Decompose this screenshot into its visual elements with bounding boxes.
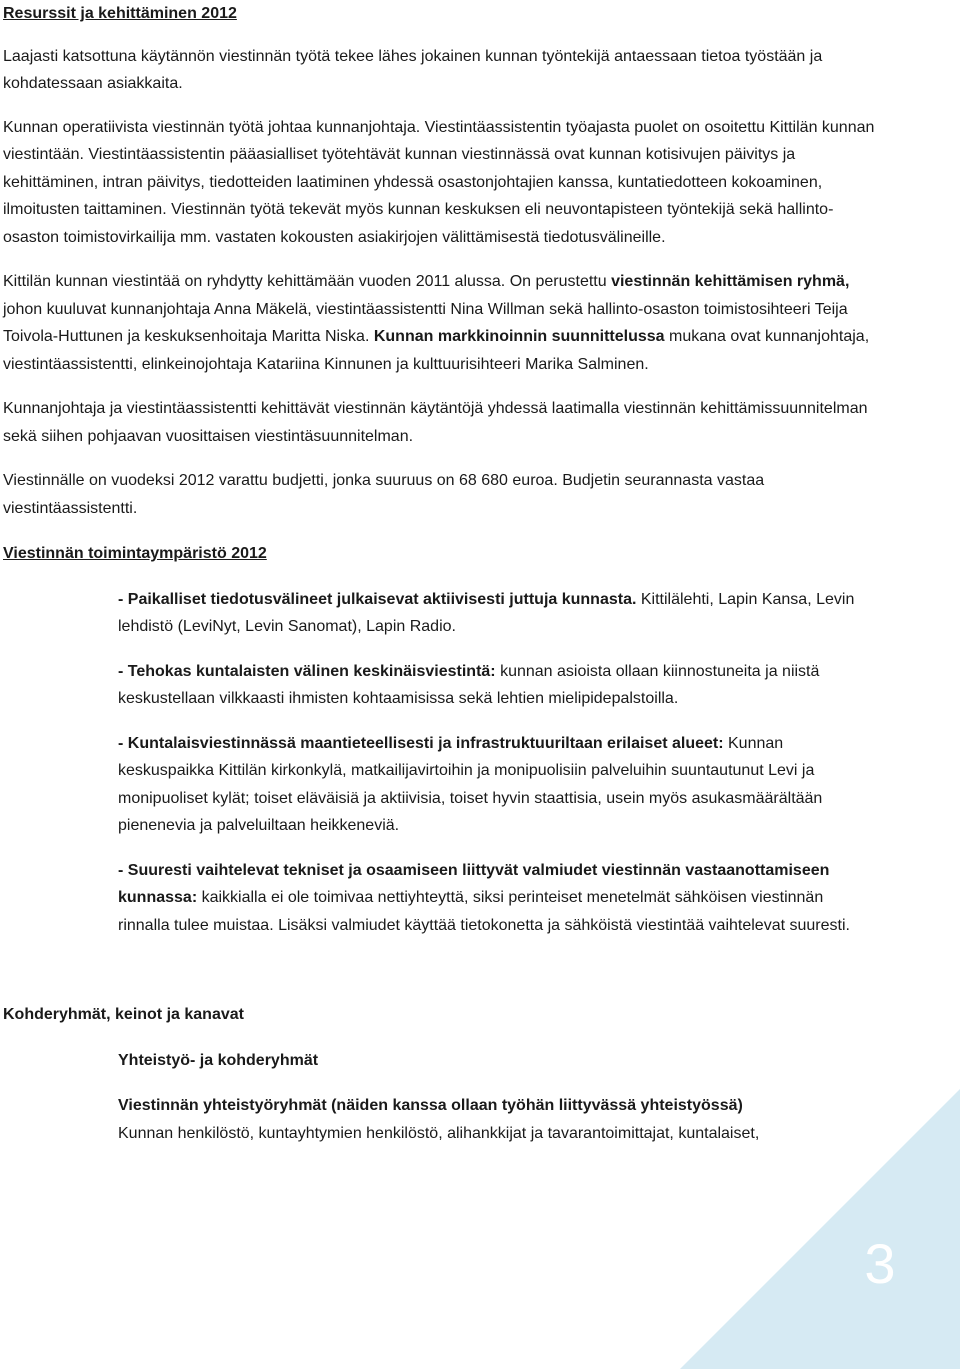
text-segment: mukana ovat kunnanjohtaja, viestintäassistentti, elinkeinojohtaja Katariina Kinnunen ja kulttuurisihteeri Marika Salminen.	[3, 328, 870, 373]
list-item	[118, 658, 868, 713]
page-number: 3	[864, 1232, 896, 1295]
list-item	[118, 857, 868, 940]
list-item-text: Kittilälehti, Lapin Kansa, Levin lehdistö (LeviNyt, Levin Sanomat), Lapin Radio.	[118, 590, 855, 635]
heading-target-groups: Kohderyhmät, keinot ja kanavat	[3, 1006, 244, 1023]
paragraph-operative: Kunnan operatiivista viestinnän työtä johtaa kunnanjohtaja. Viestintäassistentin työajasta puolet on osoitettu Kittilän kunnan viestintään. Viestintäassistentin pääasialliset työtehtävät kunnan viestinnässä ovat kunnan kotisivujen päivitys ja kehittäminen, intran päivitys, tiedotteiden laatiminen yhdessä osastonjohtajien kanssa, kuntatiedotteen kokoaminen, ilmoitusten taittaminen. Viestinnän työtä tekevät myös kunnan keskuksen eli neuvontapisteen työntekijä sekä hallinto-osaston toimistovirkailija mm. vastaten kokousten asiakirjojen välittämisestä tiedotusvälineille.	[3, 118, 875, 246]
list-item-title: - Suuresti vaihtelevat tekniset ja osaamiseen liittyvät valmiudet viestinnän vastaanottamiseen kunnassa:	[118, 861, 830, 906]
paragraph-intro: Laajasti katsottuna käytännön viestinnän työtä tekee lähes jokainen kunnan työntekijä antaessaan tietoa työstään ja kohdatessaan asiakkaita.	[3, 47, 823, 92]
list-item-title: - Kuntalaisviestinnässä maantieteellisesti ja infrastruktuuriltaan erilaiset alueet:	[118, 734, 724, 752]
list-item-text: Kunnan keskuspaikka Kittilän kirkonkylä, matkailijavirtoihin ja monipuolisiin palveluihin suuntautunut Levi ja monipuoliset kylät; toiset eläväisiä ja aktiivisia, toiset hyvin staattisia, usein myös asukasmäärältään pienenevia ja palveluiltaan heikkeneviä.	[118, 734, 823, 834]
heading-resources: Resurssit ja kehittäminen 2012	[3, 5, 237, 22]
paragraph-budget: Viestinnälle on vuodeksi 2012 varattu budjetti, jonka suuruus on 68 680 euroa. Budjetin seurannasta vastaa viestintäassistentti.	[3, 472, 765, 517]
list-item	[118, 586, 868, 641]
list-item-text: kaikkialla ei ole toimivaa nettiyhteyttä, siksi perinteiset menetelmät sähköisen viestinnän rinnalla tulee muistaa. Lisäksi valmiudet käyttää tietokonetta ja sähköistä viestintää vaihtelevat suuresti.	[118, 889, 850, 934]
document-body	[3, 0, 883, 1147]
heading-environment: Viestinnän toimintaympäristö 2012	[3, 545, 267, 562]
text-segment: johon kuuluvat kunnanjohtaja Anna Mäkelä, viestintäassistentti Nina Willman sekä hallinto-osaston toimistosihteeri Teija Toivola-Huttunen ja keskuksenhoitaja Maritta Niska.	[3, 300, 848, 345]
subheading-cooperation: Yhteistyö- ja kohderyhmät	[118, 1051, 319, 1069]
text-bold-marketing: Kunnan markkinoinnin suunnittelussa	[373, 328, 665, 345]
list-item	[118, 730, 868, 840]
paragraph-development-group	[3, 268, 883, 378]
text-bold-group: viestinnän kehittämisen ryhmä,	[611, 273, 850, 290]
text-segment: Kittilän kunnan viestintää on ryhdytty kehittämään vuoden 2011 alussa. On perustettu	[3, 273, 612, 290]
list-item-title: - Tehokas kuntalaisten välinen keskinäisviestintä:	[118, 662, 496, 680]
subheading-cooperation-groups: Viestinnän yhteistyöryhmät (näiden kanssa ollaan työhän liittyvässä yhteistyössä)	[118, 1097, 743, 1114]
list-item-title: - Paikalliset tiedotusvälineet julkaisevat aktiivisesti juttuja kunnasta.	[118, 590, 637, 608]
paragraph-plan: Kunnanjohtaja ja viestintäassistentti kehittävät viestinnän käytäntöjä yhdessä laatimalla viestinnän kehittämissuunnitelman sekä siihen pohjaavan vuosittaisen viestintäsuunnitelman.	[3, 400, 868, 445]
paragraph-groups-list: Kunnan henkilöstö, kuntayhtymien henkilöstö, alihankkijat ja tavarantoimittajat, kuntalaiset,	[118, 1124, 760, 1142]
list-item-text: kunnan asioista ollaan kiinnostuneita ja niistä keskustellaan vilkkaasti ihmisten kohtaamisissa sekä lehtien mielipidepalstoilla.	[118, 662, 820, 707]
